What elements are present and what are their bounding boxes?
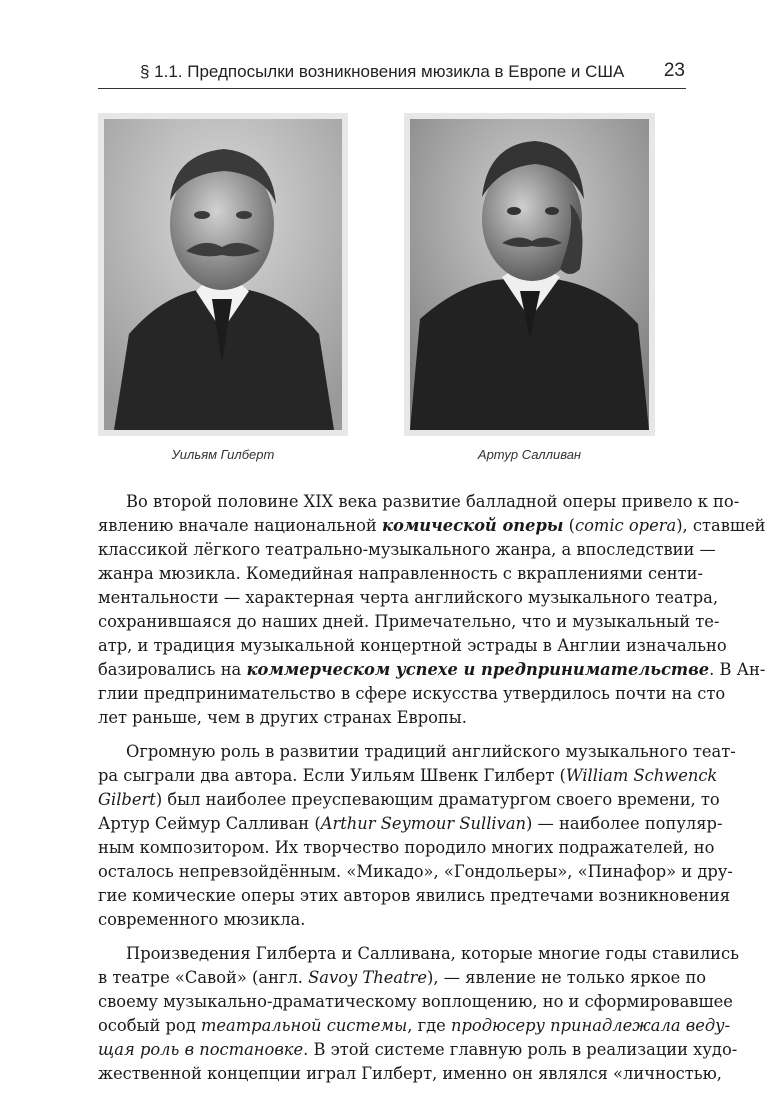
body-text — [98, 490, 766, 1096]
paragraph — [98, 740, 736, 932]
text-run: своему музыкально-драматическому воплощению, но и сформировавшее — [98, 992, 733, 1011]
text-run: современного мюзикла. — [98, 910, 306, 929]
text-run: гие комические оперы этих авторов явились предтечами возникновения — [98, 886, 731, 905]
running-title: § 1.1. Предпосылки возникновения мюзикла в Европе и США — [140, 62, 625, 81]
paragraph — [98, 942, 740, 1086]
page-number: 23 — [663, 60, 685, 81]
header-rule — [98, 88, 686, 89]
portrait-gilbert — [98, 113, 348, 436]
text-run: жанра мюзикла. Комедийная направленность с вкраплениями сенти- — [98, 564, 703, 583]
emphasis-run: продюсеру принадлежала веду- — [450, 1016, 731, 1035]
paragraph — [98, 490, 766, 730]
text-run: базировались на — [98, 660, 247, 679]
text-line — [98, 610, 720, 634]
text-run: сохранившаяся до наших дней. Примечательно, что и музыкальный те- — [98, 612, 720, 631]
text-line — [98, 908, 686, 932]
text-line — [98, 788, 720, 812]
text-line — [98, 812, 723, 836]
text-line — [98, 682, 726, 706]
text-line — [98, 490, 740, 514]
emphasis-run: Arthur Seymour Sullivan — [320, 814, 527, 833]
text-line — [98, 942, 740, 966]
text-line — [98, 990, 733, 1014]
text-line — [98, 1062, 722, 1086]
text-line — [98, 740, 736, 764]
text-run: , где — [407, 1016, 451, 1035]
caption-sullivan: Артур Салливан — [477, 447, 582, 462]
text-run: ра сыграли два автора. Если Уильям Швенк Гилберт ( — [98, 766, 566, 785]
portrait-sullivan — [404, 113, 655, 436]
text-line — [98, 634, 727, 658]
text-line — [98, 1038, 738, 1062]
text-line — [98, 764, 718, 788]
text-run: глии предпринимательство в сфере искусства утвердилось почти на сто — [98, 684, 726, 703]
portrait-gilbert-image — [104, 119, 342, 430]
text-line — [98, 860, 733, 884]
text-run: классикой лёгкого театрально-музыкального жанра, а впоследствии — — [98, 540, 716, 559]
text-run: Огромную роль в развитии традиций английского музыкального теат- — [126, 742, 736, 761]
emphasis-run: комической оперы — [381, 516, 564, 535]
portrait-sullivan-image — [410, 119, 649, 430]
text-run: Во второй половине XIX века развитие балладной оперы привело к по- — [126, 492, 740, 511]
text-run: ), ставшей — [676, 516, 766, 535]
text-line — [98, 966, 707, 990]
text-line — [98, 706, 686, 730]
text-run: в театре «Савой» (англ. — [98, 968, 309, 987]
text-run: ( — [563, 516, 575, 535]
text-line — [98, 562, 703, 586]
text-run: жественной концепции играл Гилберт, именно он являлся «личностью, — [98, 1064, 722, 1083]
text-line — [98, 538, 716, 562]
caption-gilbert: Уильям Гилберт — [171, 447, 275, 462]
emphasis-run: коммерческом успехе и предпринимательстве — [246, 660, 710, 679]
text-run: ментальности — характерная черта английского музыкального театра, — [98, 588, 719, 607]
text-run: Артур Сеймур Салливан ( — [98, 814, 321, 833]
text-line — [98, 586, 719, 610]
text-run: лет раньше, чем в других странах Европы. — [98, 708, 467, 727]
emphasis-run: щая роль в постановке — [98, 1040, 304, 1059]
text-run: явлению вначале национальной — [98, 516, 382, 535]
text-line — [98, 1014, 731, 1038]
text-line — [98, 514, 766, 538]
text-run: ным композитором. Их творчество породило многих подражателей, но — [98, 838, 715, 857]
text-run: атр, и традиция музыкальной концертной эстрады в Англии изначально — [98, 636, 727, 655]
text-run: . В этой системе главную роль в реализации худо- — [303, 1040, 738, 1059]
emphasis-run: comic opera — [574, 516, 677, 535]
text-line — [98, 836, 715, 860]
text-run: ) — наиболее популяр- — [526, 814, 723, 833]
text-run: осталось непревзойдённым. «Микадо», «Гондольеры», «Пинафор» и дру- — [98, 862, 733, 881]
emphasis-run: William Schwenck — [565, 766, 718, 785]
text-run: . В Ан- — [709, 660, 766, 679]
text-line — [98, 658, 766, 682]
emphasis-run: театральной системы — [200, 1016, 408, 1035]
text-run: ), — явление не только яркое по — [427, 968, 707, 987]
text-run: особый род — [98, 1016, 201, 1035]
text-run: Произведения Гилберта и Салливана, которые многие годы ставились — [126, 944, 740, 963]
text-line — [98, 884, 731, 908]
emphasis-run: Savoy Theatre — [308, 968, 428, 987]
emphasis-run: Gilbert — [98, 790, 156, 809]
text-run: ) был наиболее преуспевающим драматургом своего времени, то — [155, 790, 720, 809]
